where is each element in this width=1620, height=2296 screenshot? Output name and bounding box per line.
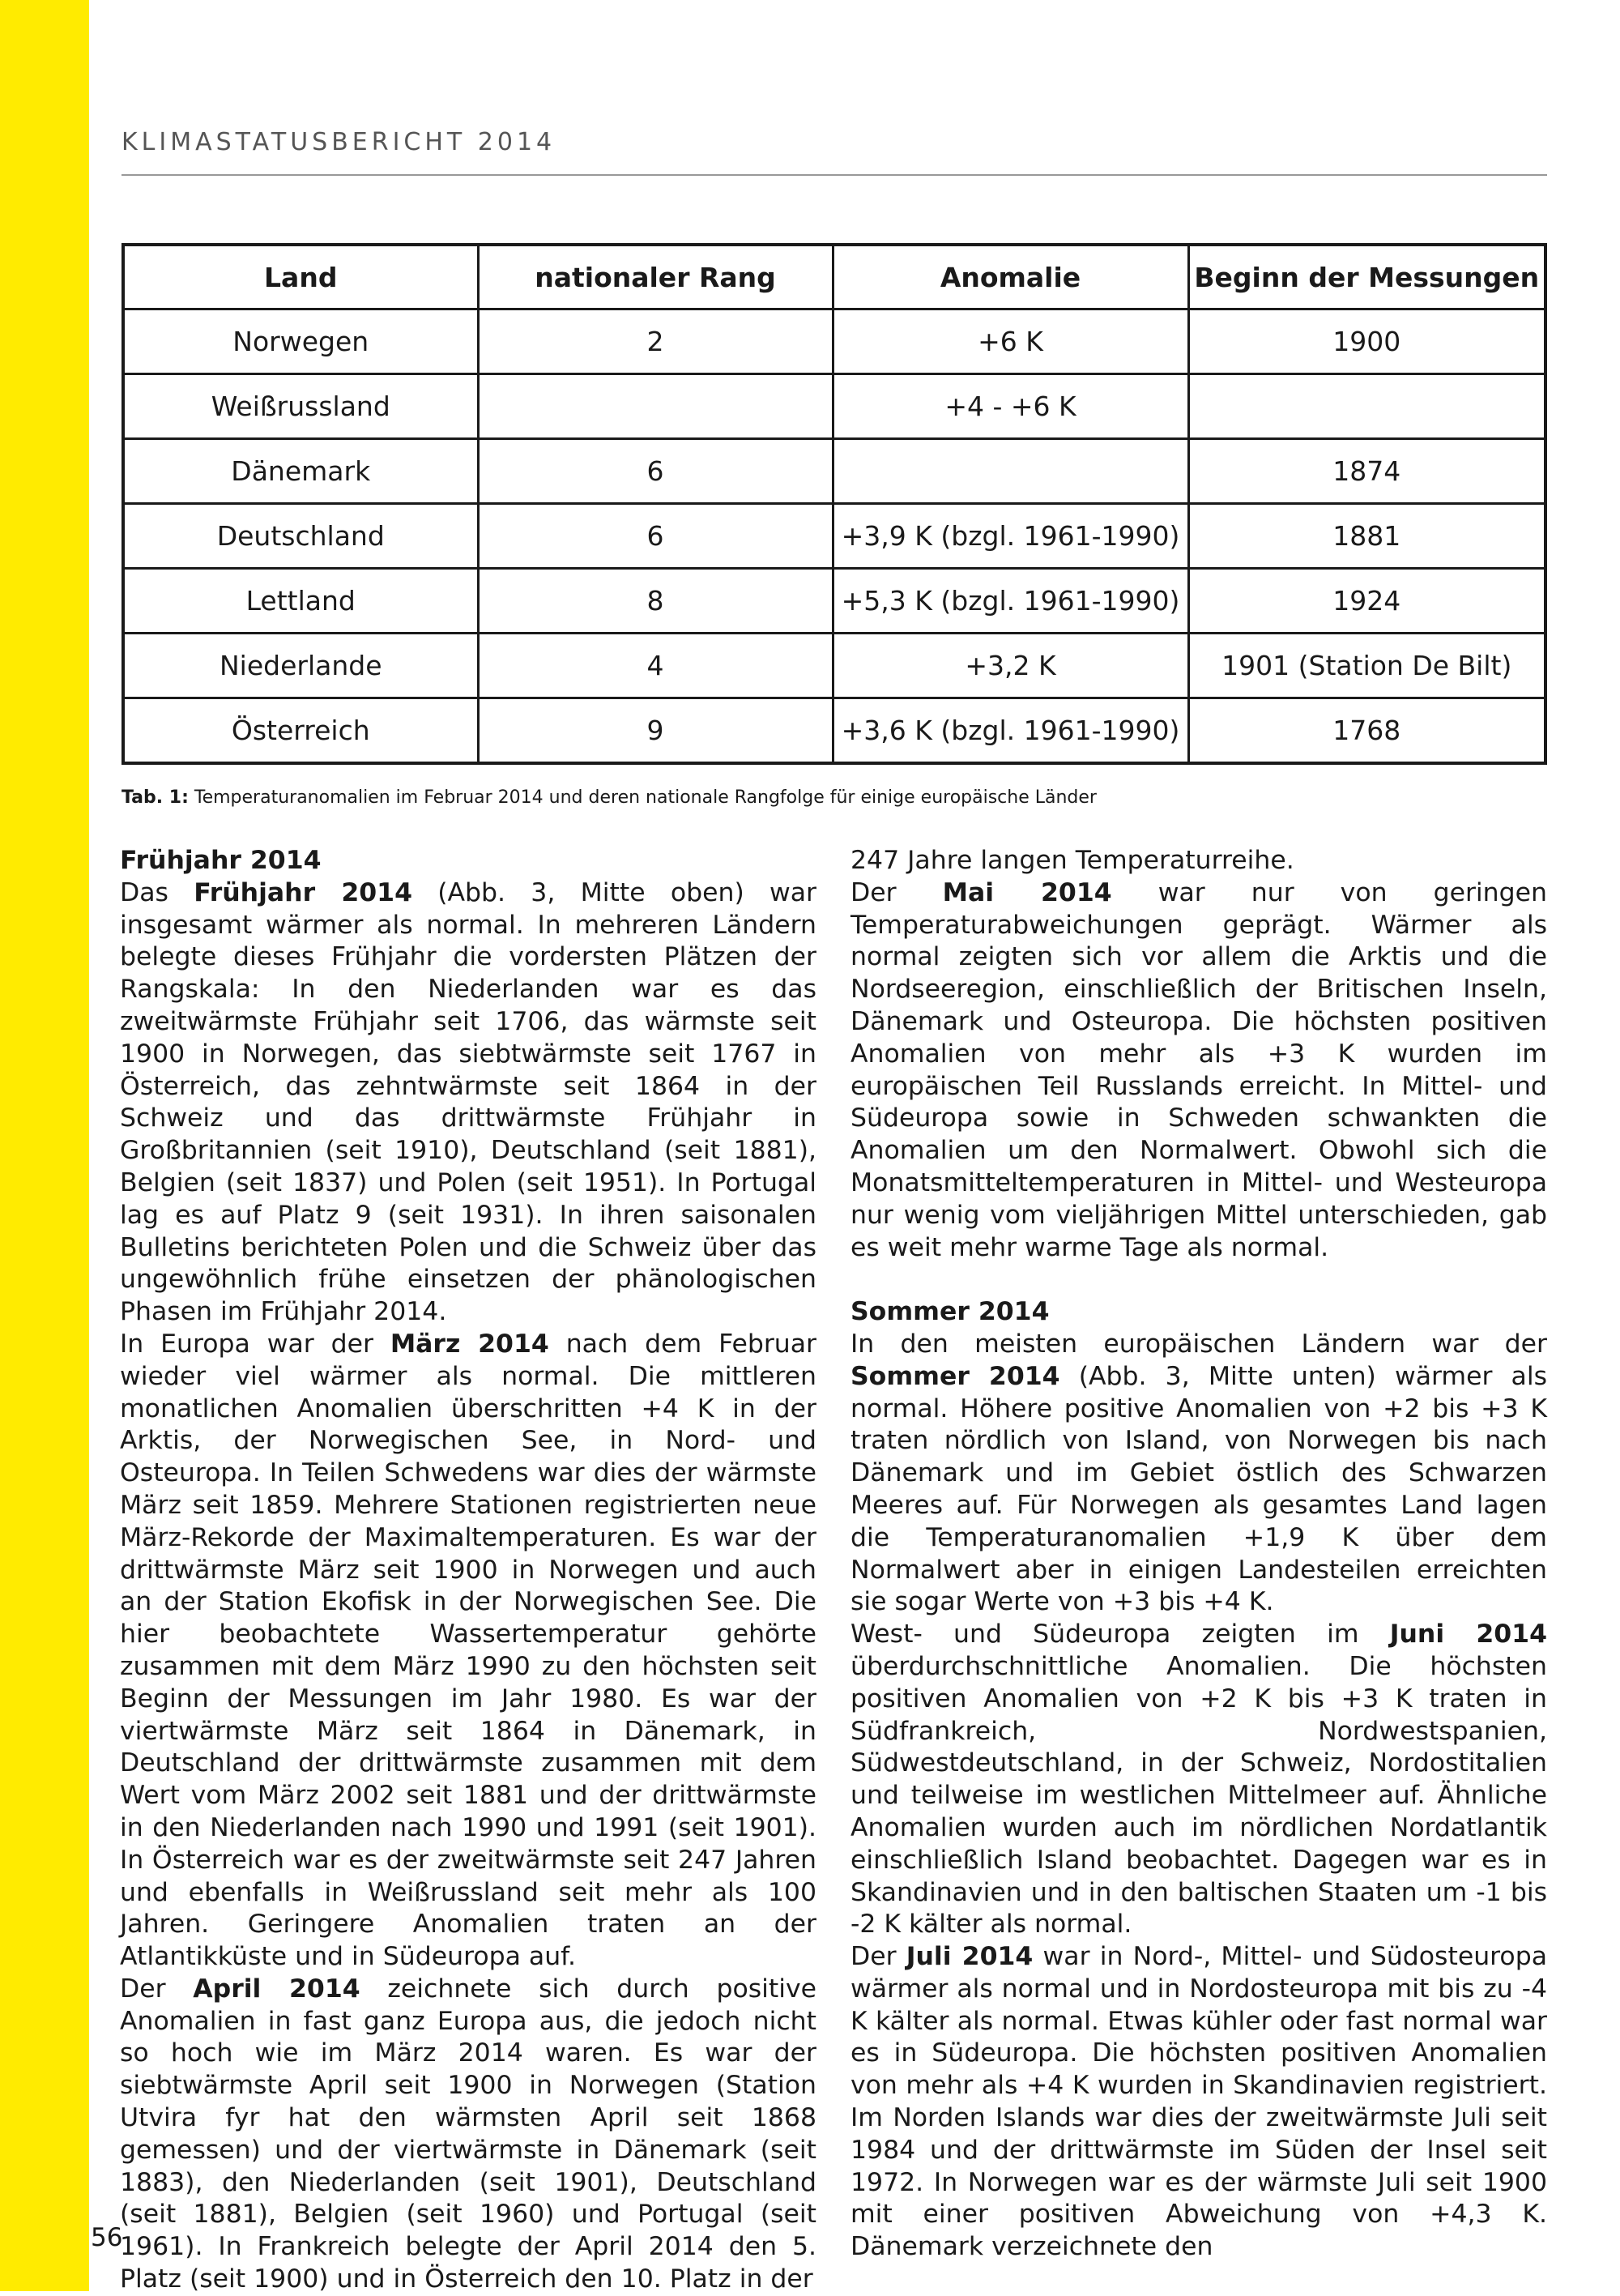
- table-cell: 2: [478, 309, 833, 374]
- text-run: Der: [850, 1942, 906, 1972]
- text-run: Der: [120, 1974, 194, 2004]
- emphasis-text: April 2014: [193, 1974, 360, 2004]
- table-row: [123, 504, 1545, 569]
- emphasis-text: Juni 2014: [1389, 1620, 1547, 1649]
- table-row: [123, 309, 1545, 374]
- emphasis-text: März 2014: [390, 1329, 549, 1359]
- paragraph-spring: [120, 877, 816, 1329]
- text-run: überdurchschnittliche Anomalien. Die höchsten positiven Anomalien von +2 K bis +3 K traten in Südfrankreich, Nordwestspanien, Südwestdeutschland, in der Schweiz, Nordostitalien und teilweise im westlichen Mittelmeer auf. Ähnliche Anomalien wurden auch im nördlichen Nordatlantik einschließlich Island beobachtet. Dagegen war es in Skandinavien und in den baltischen Staaten um -1 bis -2 K kälter als normal.: [850, 1651, 1547, 1940]
- table-cell: Österreich: [123, 698, 478, 764]
- column-header-rang: nationaler Rang: [478, 245, 833, 309]
- paragraph-continuation: 247 Jahre langen Temperaturreihe.: [850, 846, 1294, 875]
- text-run: zeichnete sich durch positive Anomalien in fast ganz Europa aus, die jedoch nicht so hoch wie im März 2014 waren. Es war der siebtwärmste April seit 1900 in Norwegen (Station Utvira fyr hat den wärmsten April seit 1868 gemessen) und der viertwärmste in Dänemark (seit 1883), den Niederlanden (seit 1901), Deutschland (seit 1881), Belgien (seit 1960) und Portugal (seit 1961). In Frankreich belegte der April 2014 den 5. Platz (seit 1900) und in Österreich den 10. Platz in der: [120, 1974, 817, 2294]
- table-cell: Weißrussland: [123, 374, 478, 439]
- table-cell: +5,3 K (bzgl. 1961-1990): [833, 569, 1188, 634]
- table-cell: +4 - +6 K: [833, 374, 1188, 439]
- paragraph-gap: [850, 1264, 1547, 1296]
- table-cell: [833, 439, 1188, 504]
- text-run: (Abb. 3, Mitte oben) war insgesamt wärmer als normal. In mehreren Ländern belegte dieses Frühjahr die vordersten Plätzen der Rangskala: In den Niederlanden war es das zweitwärmste Frühjahr seit 1706, das wärmste seit 1900 in Norwegen, das siebtwärmste seit 1767 in Österreich, das zehntwärmste seit 1864 in der Schweiz und das drittwärmste Frühjahr in Großbritannien (seit 1910), Deutschland (seit 1881), Belgien (seit 1837) und Polen (seit 1951). In Portugal lag es auf Platz 9 (seit 1931). In ihren saisonalen Bulletins berichteten Polen und die Schweiz über das ungewöhnlich frühe einsetzen der phänologischen Phasen im Frühjahr 2014.: [120, 877, 817, 1327]
- paragraph-may: [850, 877, 1547, 1265]
- table-cell: Norwegen: [123, 309, 478, 374]
- section-heading-summer: Sommer 2014: [850, 1297, 1050, 1327]
- table-cell: 4: [478, 634, 833, 698]
- table-cell: +6 K: [833, 309, 1188, 374]
- table-cell: +3,9 K (bzgl. 1961-1990): [833, 504, 1188, 569]
- emphasis-text: Juli 2014: [906, 1942, 1034, 1972]
- table-cell: 1900: [1188, 309, 1545, 374]
- caption-text: Temperaturanomalien im Februar 2014 und deren nationale Rangfolge für einige europäische Länder: [188, 787, 1097, 808]
- table-cell: 9: [478, 698, 833, 764]
- running-header: KLIMASTATUSBERICHT 2014: [122, 128, 556, 156]
- text-run: Das: [120, 877, 194, 907]
- table-row: [123, 634, 1545, 698]
- table-cell: 1881: [1188, 504, 1545, 569]
- text-run: In den meisten europäischen Ländern war der: [850, 1329, 1547, 1359]
- text-column-right: [850, 845, 1547, 2264]
- table-cell: +3,6 K (bzgl. 1961-1990): [833, 698, 1188, 764]
- text-run: West- und Südeuropa zeigten im: [850, 1620, 1390, 1649]
- page-number: 56: [91, 2223, 123, 2252]
- table-cell: 1901 (Station De Bilt): [1188, 634, 1545, 698]
- emphasis-text: Mai 2014: [942, 877, 1112, 907]
- table-cell: 1768: [1332, 715, 1401, 746]
- emphasis-text: Sommer 2014: [850, 1361, 1060, 1391]
- table-row: [123, 569, 1545, 634]
- text-column-left: [120, 845, 816, 2296]
- header-divider: [122, 174, 1547, 176]
- caption-label: Tab. 1:: [122, 787, 189, 808]
- paragraph-june: [850, 1619, 1547, 1941]
- table-row: [123, 698, 1545, 764]
- text-run: In Europa war der: [120, 1329, 390, 1359]
- table-cell: Dänemark: [123, 439, 478, 504]
- paragraph-april: [120, 1974, 816, 2296]
- table-cell: +3,2 K: [833, 634, 1188, 698]
- table-caption: [122, 787, 1547, 808]
- text-run: nach dem Februar wieder viel wärmer als normal. Die mittleren monatlichen Anomalien überschritten +4 K in der Arktis, der Norwegischen See, in Nord- und Osteuropa. In Teilen Schwedens war dies der wärmste März seit 1859. Mehrere Stationen registrierten neue März-Rekorde der Maximaltemperaturen. Es war der drittwärmste März seit 1900 in Norwegen und auch an der Station Ekofisk in der Norwegischen See. Die hier beobachtete Wassertemperatur gehörte zusammen mit dem März 1990 zu den höchsten seit Beginn der Messungen im Jahr 1980. Es war der viertwärmste März seit 1864 in Dänemark, in Deutschland der drittwärmste zusammen mit dem Wert vom März 2002 seit 1881 und der drittwärmste in den Niederlanden nach 1990 und 1991 (seit 1901). In Österreich war es der zweitwärmste seit 247 Jahren und ebenfalls in Weißrussland seit mehr als 100 Jahren. Geringere Anomalien traten an der Atlantikküste und in Südeuropa auf.: [120, 1329, 817, 1972]
- column-header-land: Land: [123, 245, 478, 309]
- table-cell: [478, 374, 833, 439]
- table-cell: [1188, 374, 1545, 439]
- paragraph-july: [850, 1941, 1547, 2264]
- table-cell: Niederlande: [123, 634, 478, 698]
- text-run: Der: [850, 877, 943, 907]
- text-run: war nur von geringen Temperaturabweichungen geprägt. Wärmer als normal zeigten sich vor allem die Arktis und die Nordseeregion, einschließlich der Britischen Inseln, Dänemark und Osteuropa. Die höchsten positiven Anomalien von mehr als +3 K wurden im europäischen Teil Russlands erreicht. In Mittel- und Südeuropa sowie in Schweden schwankten die Anomalien um den Normalwert. Obwohl sich die Monatsmitteltemperaturen in Mittel- und Westeuropa nur wenig vom vieljährigen Mittel unterschieden, gab es weit mehr warme Tage als normal.: [850, 877, 1547, 1262]
- paragraph-summer: [850, 1329, 1547, 1619]
- table-cell: 1874: [1188, 439, 1545, 504]
- temperature-anomaly-table: [122, 243, 1547, 765]
- paragraph-march: [120, 1329, 816, 1974]
- text-run: (Abb. 3, Mitte unten) wärmer als normal. Höhere positive Anomalien von +2 bis +3 K traten nördlich von Island, von Norwegen bis nach Dänemark und im Gebiet östlich des Schwarzen Meeres auf. Für Norwegen als gesamtes Land lagen die Temperaturanomalien +1,9 K über dem Normalwert aber in einigen Landesteilen erreichten sie sogar Werte von +3 bis +4 K.: [850, 1361, 1548, 1617]
- table-header-row: [123, 245, 1545, 309]
- text-run: war in Nord-, Mittel- und Südosteuropa wärmer als normal und in Nordosteuropa mit bis zu -4 K kälter als normal. Etwas kühler oder fast normal war es in Südeuropa. Die höchsten positiven Anomalien von mehr als +4 K wurden in Skandinavien registriert. Im Norden Islands war dies der zweitwärmste Juli seit 1984 und der drittwärmste im Süden der Insel seit 1972. In Norwegen war es der wärmste Juli seit 1900 mit einer positiven Abweichung von +4,3 K. Dänemark verzeichnete den: [850, 1942, 1547, 2262]
- table-cell: Lettland: [123, 569, 478, 634]
- emphasis-text: Frühjahr 2014: [194, 877, 412, 907]
- table-cell: Deutschland: [123, 504, 478, 569]
- table-row: [123, 374, 1545, 439]
- column-header-anomalie: Anomalie: [833, 245, 1188, 309]
- column-header-beginn: Beginn der Messungen: [1188, 245, 1545, 309]
- yellow-side-bar: [0, 0, 89, 2291]
- table-cell: 6: [478, 504, 833, 569]
- table-row: [123, 439, 1545, 504]
- table-cell: 1924: [1188, 569, 1545, 634]
- section-heading-spring: Frühjahr 2014: [120, 846, 322, 875]
- table-cell: 6: [478, 439, 833, 504]
- table-cell: 8: [478, 569, 833, 634]
